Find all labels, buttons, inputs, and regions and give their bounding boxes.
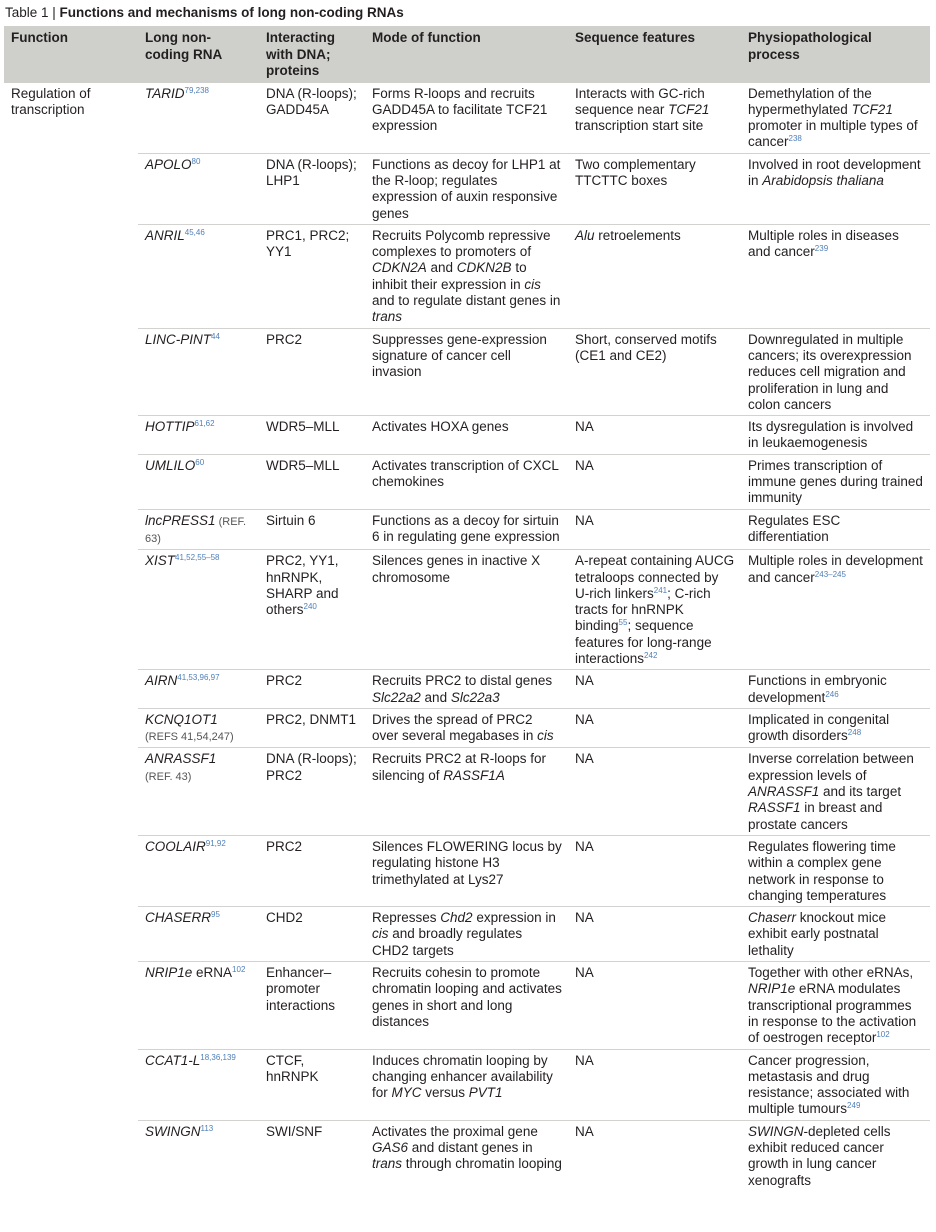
cell-sequence [568, 1049, 741, 1120]
cell-function [4, 550, 138, 670]
interacting-text: DNA (R-loops); PRC2 [266, 751, 357, 783]
citation-superscript: 243–245 [814, 569, 846, 579]
citation-superscript: 91,92 [205, 838, 226, 848]
italic-text: Slc22a2 [372, 689, 421, 705]
text-run: versus [421, 1085, 469, 1101]
cell-interacting [259, 1049, 365, 1120]
table-row [4, 708, 930, 748]
italic-text: Arabidopsis thaliana [762, 172, 884, 188]
cell-sequence [568, 416, 741, 455]
cell-mode [365, 835, 568, 906]
interacting-text: PRC2 [266, 838, 303, 854]
text-run: Inverse correlation between expression levels of [748, 751, 914, 783]
cell-mode [365, 416, 568, 455]
cell-process [741, 550, 930, 670]
text-run: Demethylation of the hypermethylated [748, 85, 872, 117]
text-run: NA [575, 965, 594, 981]
cell-function: Regulation of transcription [11, 85, 91, 117]
text-run: Suppresses gene-expression signature of cancer cell invasion [372, 331, 547, 380]
italic-text: SWINGN [748, 1123, 804, 1139]
text-run: Recruits PRC2 at R-loops for silencing of [372, 751, 547, 783]
cell-mode [365, 1120, 568, 1191]
text-run: Functions in embryonic development [748, 673, 887, 705]
cell-mode [365, 83, 568, 154]
cell-function [4, 962, 138, 1049]
interacting-text: PRC1, PRC2; YY1 [266, 227, 350, 260]
header-interacting: Interacting with DNA; proteins [259, 26, 365, 83]
cell-lncrna-name [138, 454, 259, 509]
cell-process [741, 224, 930, 328]
cell-process [741, 748, 930, 835]
interacting-text: Sirtuin 6 [266, 512, 316, 528]
italic-text: CDKN2A [372, 260, 427, 276]
text-run: Functions as a decoy for sirtuin 6 in regulating gene expression [372, 512, 560, 544]
text-run: NA [575, 1052, 594, 1068]
table-row [4, 1120, 930, 1191]
italic-text: MYC [391, 1085, 422, 1101]
italic-text: NRIP1e [748, 981, 796, 997]
text-run: NA [575, 419, 594, 435]
citation-superscript: 113 [200, 1123, 214, 1133]
cell-sequence [568, 454, 741, 509]
text-run: Downregulated in multiple cancers; its overexpression reduces cell migration and proliferation in lung and colon cancers [748, 331, 912, 412]
text-run: Regulates ESC differentiation [748, 512, 841, 544]
text-run: and distant genes in [408, 1140, 533, 1156]
cell-sequence [568, 962, 741, 1049]
text-run: NA [575, 673, 594, 689]
citation-superscript: 238 [788, 134, 802, 144]
interacting-text: CHD2 [266, 910, 303, 926]
italic-text: Alu [575, 227, 595, 243]
citation-superscript: 41,53,96,97 [177, 673, 220, 683]
text-run: Activates transcription of CXCL chemokines [372, 457, 559, 490]
italic-text: TCF21 [668, 101, 710, 117]
cell-function [4, 1120, 138, 1191]
citation-superscript: 242 [644, 651, 658, 660]
cell-sequence [568, 224, 741, 328]
lncrna-name: NRIP1e [145, 965, 193, 981]
text-run: transcription start site [575, 118, 704, 134]
cell-function [4, 1049, 138, 1120]
italic-text: cis [372, 926, 389, 942]
cell-function [4, 670, 138, 709]
text-run: NA [575, 711, 594, 727]
citation-superscript: 239 [814, 244, 829, 254]
cell-process [741, 962, 930, 1049]
text-run: Two complementary TTCTTC boxes [575, 156, 696, 188]
cell-sequence [568, 907, 741, 962]
cell-function [4, 416, 138, 455]
text-run: Drives the spread of PRC2 over several megabases in [372, 711, 538, 744]
cell-mode [365, 454, 568, 509]
lncrna-name: LINC-PINT [145, 331, 212, 347]
text-run: Forms R-loops and recruits GADD45A to facilitate TCF21 expression [372, 85, 548, 134]
cell-sequence [568, 670, 741, 709]
text-run: Represses [372, 910, 441, 926]
interacting-text: Enhancer–promoter interactions [266, 965, 336, 1013]
italic-text: trans [372, 1156, 403, 1172]
citation-superscript: 44 [211, 331, 220, 341]
cell-interacting [259, 224, 365, 328]
cell-lncrna-name [138, 748, 259, 835]
table-header [4, 26, 930, 83]
lncrna-name: SWINGN [145, 1123, 201, 1139]
reference-note: (REF. 43) [145, 770, 192, 783]
cell-lncrna-name [138, 509, 259, 550]
cell-mode [365, 907, 568, 962]
text-run: expression in [472, 910, 556, 926]
interacting-text: PRC2, DNMT1 [266, 711, 357, 727]
interacting-text: CTCF, hnRNPK [266, 1052, 319, 1084]
cell-interacting [259, 83, 365, 154]
italic-text: cis [537, 728, 554, 744]
lncrna-name: KCNQ1OT1 [145, 711, 218, 727]
citation-superscript: 102 [232, 965, 246, 975]
table-caption [5, 3, 404, 23]
table-row [4, 670, 930, 709]
italic-text: TCF21 [851, 101, 893, 117]
text-run: through chromatin looping [402, 1156, 562, 1172]
lncrna-name: AIRN [145, 673, 178, 689]
cell-function [4, 907, 138, 962]
lncrna-table [4, 26, 930, 1191]
cell-mode [365, 962, 568, 1049]
text-run: and its target [819, 784, 902, 800]
table-body [4, 83, 930, 1191]
cell-lncrna-name [138, 907, 259, 962]
cell-sequence [568, 328, 741, 415]
text-run: Short, conserved motifs (CE1 and CE2) [575, 331, 717, 363]
table-row [4, 962, 930, 1049]
text-run: NA [575, 838, 594, 854]
text-run: Silences genes in inactive X chromosome [372, 553, 541, 585]
italic-text: trans [372, 309, 403, 325]
text-run: Activates the proximal gene [372, 1123, 538, 1139]
lncrna-name: UMLILO [145, 457, 196, 473]
italic-text: RASSF1 [748, 800, 801, 816]
text-run: Primes transcription of immune genes during trained immunity [748, 457, 923, 506]
citation-superscript: 241 [653, 585, 668, 595]
italic-text: CDKN2B [456, 260, 512, 276]
cell-sequence [568, 708, 741, 748]
table-row [4, 454, 930, 509]
cell-interacting [259, 670, 365, 709]
cell-lncrna-name [138, 224, 259, 328]
cell-lncrna-name [138, 328, 259, 415]
italic-text: ANRASSF1 [748, 784, 820, 800]
reference-note: (REF. 63) [145, 515, 247, 545]
text-run: Multiple roles in diseases and cancer [748, 227, 899, 260]
header-process: Physiopathological process [741, 26, 930, 83]
interacting-text: PRC2 [266, 673, 303, 689]
cell-function [4, 708, 138, 748]
text-run: Recruits PRC2 to distal genes [372, 673, 553, 689]
cell-lncrna-name [138, 550, 259, 670]
caption-title: Functions and mechanisms of long non-coding RNAs [59, 5, 404, 20]
cell-lncrna-name [138, 416, 259, 455]
cell-function [4, 328, 138, 415]
reference-note: (REFS 41,54,247) [145, 731, 234, 744]
cell-process [741, 835, 930, 906]
citation-superscript: 61,62 [194, 419, 215, 429]
cell-function [4, 835, 138, 906]
cell-mode [365, 153, 568, 224]
cell-lncrna-name [138, 962, 259, 1049]
text-run: Recruits Polycomb repressive complexes to promoters of [372, 227, 551, 260]
table-row [4, 748, 930, 835]
cell-function [4, 748, 138, 835]
text-run: Activates HOXA genes [372, 419, 509, 435]
citation-superscript: 248 [847, 728, 862, 738]
text-run: NA [575, 910, 594, 926]
italic-text: Slc22a3 [450, 689, 500, 705]
table-row [4, 328, 930, 415]
table-row [4, 83, 930, 154]
italic-text: GAS6 [372, 1140, 409, 1156]
text-run: Regulates flowering time within a complex gene network in response to changing temperatures [748, 838, 896, 903]
cell-function [4, 153, 138, 224]
text-run: eRNA modulates transcriptional programmes in response to the activation of oestrogen receptor [748, 981, 917, 1046]
italic-text: cis [524, 276, 541, 292]
cell-process [741, 328, 930, 415]
citation-superscript: 95 [211, 910, 220, 920]
text-run: NA [575, 512, 594, 528]
cell-lncrna-name [138, 153, 259, 224]
lncrna-name: APOLO [145, 156, 192, 172]
lncrna-name: HOTTIP [145, 419, 195, 435]
interacting-text: DNA (R-loops); GADD45A [266, 85, 357, 117]
cell-interacting [259, 550, 365, 670]
text-run: promoter in multiple types of cancer [748, 118, 918, 150]
cell-mode [365, 509, 568, 550]
cell-lncrna-name [138, 708, 259, 748]
cell-lncrna-name [138, 1049, 259, 1120]
lncrna-name: COOLAIR [145, 838, 206, 854]
lncrna-name: lncPRESS1 [145, 512, 216, 528]
text-run: NA [575, 751, 594, 767]
citation-superscript: 79,238 [184, 85, 209, 95]
text-run: Interacts with GC-rich sequence near [575, 85, 705, 117]
cell-lncrna-name [138, 835, 259, 906]
citation-superscript: 249 [847, 1101, 861, 1111]
italic-text: Chd2 [440, 910, 473, 926]
text-run: and broadly regulates CHD2 targets [372, 926, 523, 958]
text-run: Implicated in congenital growth disorders [748, 711, 890, 744]
interacting-text: WDR5–MLL [266, 457, 340, 473]
cell-process [741, 1120, 930, 1191]
lncrna-name: CCAT1-L [145, 1052, 201, 1068]
text-run: and [420, 689, 451, 705]
text-run: NA [575, 457, 594, 473]
text-run: Together with other eRNAs, [748, 965, 914, 981]
citation-superscript: 45,46 [184, 227, 205, 237]
table-row [4, 416, 930, 455]
cell-mode [365, 748, 568, 835]
text-run: retroelements [594, 227, 681, 243]
cell-function [4, 509, 138, 550]
header-function: Function [4, 26, 138, 83]
text-run: ; sequence features for long-range interactions [575, 618, 712, 666]
cell-process [741, 708, 930, 748]
cell-interacting [259, 328, 365, 415]
lncrna-name: ANRASSF1 [145, 751, 217, 767]
italic-text: Chaserr [748, 910, 797, 926]
citation-superscript: 60 [195, 457, 205, 467]
cell-mode [365, 670, 568, 709]
header-lncrna: Long non-coding RNA [138, 26, 259, 83]
table-row [4, 1049, 930, 1120]
cell-interacting [259, 748, 365, 835]
citation-superscript: 102 [876, 1030, 890, 1040]
cell-interacting [259, 907, 365, 962]
table-row [4, 550, 930, 670]
cell-interacting [259, 153, 365, 224]
table-row [4, 509, 930, 550]
cell-sequence [568, 550, 741, 670]
text-run: in breast and prostate cancers [748, 800, 883, 832]
cell-mode [365, 550, 568, 670]
header-row [4, 26, 930, 83]
cell-process [741, 670, 930, 709]
cell-lncrna-name [138, 670, 259, 709]
text-run: Induces chromatin looping by changing enhancer availability for [372, 1052, 553, 1101]
interacting-text: PRC2 [266, 331, 303, 347]
text-run: Recruits cohesin to promote chromatin looping and activates genes in short and long distances [372, 965, 562, 1029]
citation-superscript: 55 [618, 618, 628, 628]
text-run: Silences FLOWERING locus by regulating histone H3 trimethylated at Lys27 [372, 838, 562, 887]
table-row [4, 835, 930, 906]
italic-text: RASSF1A [443, 767, 505, 783]
cell-process [741, 907, 930, 962]
text-run: A-repeat containing AUCG tetraloops connected by U-rich linkers [575, 553, 735, 601]
citation-superscript: 246 [825, 689, 839, 699]
cell-interacting [259, 509, 365, 550]
text-run: Functions as decoy for LHP1 at the R-loop; regulates expression of auxin responsive genes [372, 156, 561, 221]
table-row [4, 907, 930, 962]
cell-process [741, 509, 930, 550]
lncrna-name: TARID [145, 85, 185, 101]
text-run: Involved in root development in [748, 156, 921, 188]
cell-sequence [568, 748, 741, 835]
cell-function [4, 224, 138, 328]
text-run: -depleted cells exhibit reduced cancer growth in lung cancer xenografts [748, 1123, 891, 1188]
cell-sequence [568, 509, 741, 550]
interacting-text: SWI/SNF [266, 1123, 323, 1139]
text-run: ; C-rich tracts for hnRNPK binding [575, 585, 711, 634]
cell-interacting [259, 835, 365, 906]
cell-process [741, 83, 930, 154]
text-run: knockout mice exhibit early postnatal lethality [748, 910, 887, 958]
cell-interacting [259, 708, 365, 748]
text-run: and to regulate distant genes in [372, 293, 561, 309]
text-run: Multiple roles in development and cancer [748, 553, 923, 585]
cell-mode [365, 328, 568, 415]
lncrna-name: XIST [145, 553, 176, 569]
cell-sequence [568, 835, 741, 906]
cell-interacting [259, 1120, 365, 1191]
cell-process [741, 153, 930, 224]
table-row [4, 224, 930, 328]
text-run: and [426, 260, 457, 276]
cell-sequence [568, 83, 741, 154]
cell-process [741, 1049, 930, 1120]
text-run: Its dysregulation is involved in leukaemogenesis [748, 419, 914, 451]
text-run: to inhibit their expression in [372, 260, 527, 292]
cell-interacting [259, 962, 365, 1049]
cell-mode [365, 224, 568, 328]
lncrna-name: ANRIL [145, 227, 185, 243]
table-row [4, 153, 930, 224]
cell-interacting [259, 416, 365, 455]
cell-interacting [259, 454, 365, 509]
cell-process [741, 454, 930, 509]
interacting-text: DNA (R-loops); LHP1 [266, 156, 357, 188]
cell-function [4, 454, 138, 509]
cell-process [741, 416, 930, 455]
cell-sequence [568, 153, 741, 224]
citation-superscript: 41,52,55–58 [175, 553, 220, 563]
header-sequence: Sequence features [568, 26, 741, 83]
cell-mode [365, 708, 568, 748]
cell-lncrna-name [138, 83, 259, 154]
header-mode: Mode of function [365, 26, 568, 83]
caption-label: Table 1 | [5, 5, 60, 20]
citation-superscript: 18,36,139 [200, 1052, 236, 1062]
italic-text: PVT1 [468, 1085, 503, 1101]
cell-mode [365, 1049, 568, 1120]
interacting-text: WDR5–MLL [266, 419, 340, 435]
cell-sequence [568, 1120, 741, 1191]
cell-lncrna-name [138, 1120, 259, 1191]
text-run: Cancer progression, metastasis and drug resistance; associated with multiple tumours [748, 1052, 910, 1117]
lncrna-name-suffix: eRNA [192, 965, 233, 981]
citation-superscript: 240 [303, 602, 317, 612]
lncrna-name: CHASERR [145, 910, 212, 926]
interacting-text: PRC2, YY1, hnRNPK, SHARP and others [266, 553, 339, 618]
text-run: NA [575, 1123, 594, 1139]
citation-superscript: 80 [191, 156, 201, 166]
